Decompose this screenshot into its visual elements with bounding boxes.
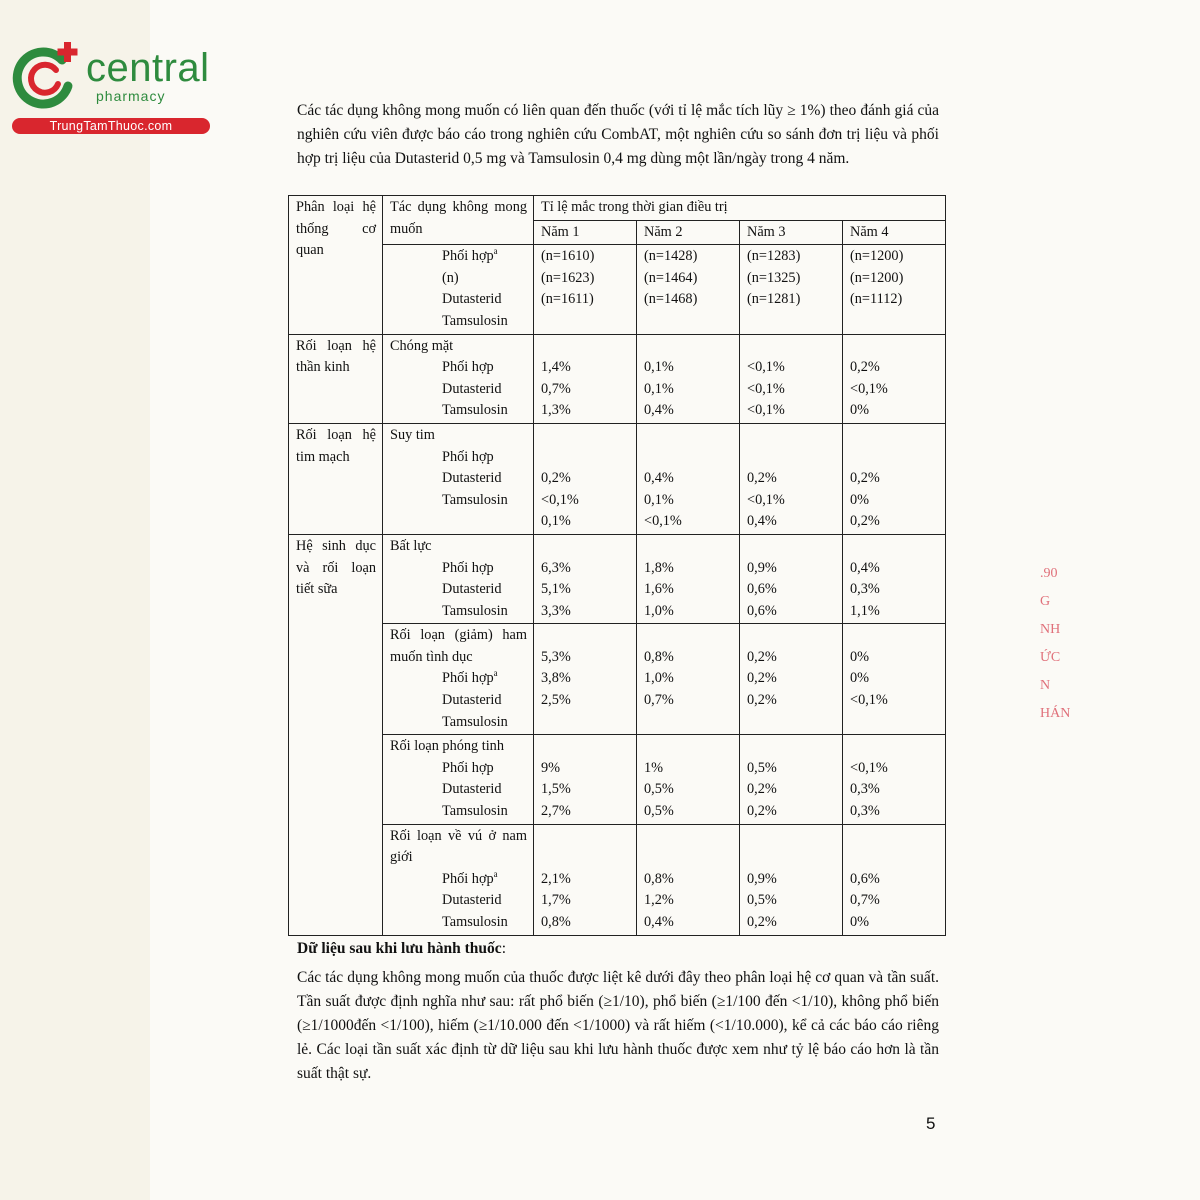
spacer (541, 536, 630, 558)
page-number: 5 (926, 1114, 936, 1133)
spacer (541, 425, 630, 447)
value: <0,1% (541, 491, 579, 508)
intro-paragraph: Các tác dụng không mong muốn có liên quan đến thuốc (với tỉ lệ mắc tích lũy ≥ 1%) theo đánh giá của nghiên cứu viên được báo cáo trong nghiên cứu CombAT, một nghiên cứu so sánh đơn trị liệu và phối hợp trị liệu của Dutasterid 0,5 mg và Tamsulosin 0,4 mg dùng một lần/ngày trong 4 năm. (297, 102, 939, 167)
effect-cell (383, 824, 534, 935)
post-marketing-paragraph: Các tác dụng không mong muốn của thuốc được liệt kê dưới đây theo phân loại hệ cơ quan và tần suất. Tần suất được định nghĩa như sau: rất phổ biến (≥1/10), phổ biến (≥1/100 đến <1/10), không phổ biến (≥1/1000đến <1/100), hiếm (≥1/10.000 đến <1/1000) và rất hiếm (<1/10.000), kể cả các báo cáo riêng lẻ. Các loại tần suất xác định từ dữ liệu sau khi lưu hành thuốc được xem như tỷ lệ báo cáo hơn là tần suất thật sự. (297, 969, 939, 1082)
value: 0% (850, 648, 870, 665)
stamp-text: N (1040, 678, 1051, 693)
effect-cell (383, 534, 534, 623)
arm-label: Dutasterid (442, 581, 502, 598)
value: 0,2% (541, 470, 571, 487)
central-pharmacy-logo-icon (10, 38, 88, 116)
arm-label: Dutasterid (442, 380, 502, 397)
effect-row (289, 824, 946, 935)
value: 0,2% (747, 692, 777, 709)
spacer (747, 736, 836, 758)
spacer (747, 536, 836, 558)
value-cell (740, 624, 843, 735)
value: 1,5% (541, 781, 571, 798)
value: 0,5% (644, 781, 674, 798)
value-cell (740, 534, 843, 623)
value: 0,9% (747, 559, 777, 576)
value: 0% (850, 402, 870, 419)
value: <0,1% (747, 491, 785, 508)
value-cell (740, 824, 843, 935)
n-label: (n) (442, 269, 459, 286)
value-cell (740, 423, 843, 534)
stamp-text: ỨC (1040, 650, 1061, 665)
value-cell (637, 624, 740, 735)
value-cell (843, 824, 946, 935)
n-row (289, 245, 946, 334)
spacer (644, 826, 733, 848)
n-value: (n=1112) (850, 291, 903, 308)
value-cell (843, 735, 946, 824)
arm-label: Phối hợp (442, 559, 494, 576)
spacer (747, 625, 836, 647)
post-marketing-title (297, 940, 506, 958)
value: 0,1% (644, 359, 674, 376)
arm-label: Tamsulosin (442, 602, 508, 619)
arm-label: Tamsulosin (442, 713, 508, 730)
spacer (850, 447, 939, 469)
post-marketing-title-text: Dữ liệu sau khi lưu hành thuốc (297, 940, 502, 957)
value: 0,4% (850, 559, 880, 576)
value: 1,4% (541, 359, 571, 376)
brand-subtitle: pharmacy (96, 88, 166, 104)
n-values (637, 245, 740, 334)
value: 0% (850, 670, 870, 687)
arm-label: Tamsulosin (442, 803, 508, 820)
value: 0,5% (747, 759, 777, 776)
value: <0,1% (747, 359, 785, 376)
arm-label: Tamsulosin (442, 402, 508, 419)
value: 0,2% (747, 781, 777, 798)
arm-label: Phối hợp$^a$ (442, 668, 498, 687)
value-cell (843, 624, 946, 735)
n-values (843, 245, 946, 334)
spacer (850, 336, 939, 358)
effect-name: Rối loạn về vú ở nam giới (390, 827, 527, 866)
spacer (850, 826, 939, 848)
value: 1,7% (541, 892, 571, 909)
brand-name: central (86, 46, 210, 90)
stamp-text: .90 (1040, 566, 1058, 581)
n-value: (n=1283) (747, 248, 801, 265)
effect-name: Bất lực (390, 537, 432, 554)
effect-cell (383, 423, 534, 534)
value: 0,5% (644, 803, 674, 820)
value: 0,2% (747, 470, 777, 487)
effect-row (289, 334, 946, 423)
header-rate: Tỉ lệ mắc trong thời gian điều trị (534, 196, 946, 221)
page-margin-strip (0, 0, 150, 1200)
value: 5,3% (541, 648, 571, 665)
n-value: (n=1200) (850, 248, 904, 265)
value: 0,2% (850, 359, 880, 376)
effect-row (289, 624, 946, 735)
spacer (644, 736, 733, 758)
value: 0,8% (644, 870, 674, 887)
effect-cell (383, 334, 534, 423)
value: 0,3% (850, 581, 880, 598)
year-header: Năm 4 (843, 220, 946, 245)
spacer (541, 826, 630, 848)
value: 1% (644, 759, 664, 776)
value-cell (637, 334, 740, 423)
arm-label: Phối hợp$^a$ (442, 868, 498, 887)
spacer (541, 625, 630, 647)
spacer (541, 336, 630, 358)
arm-label: Dutasterid (442, 781, 502, 798)
value: 0,1% (644, 491, 674, 508)
value: 3,8% (541, 670, 571, 687)
arm-label: Phối hợp (442, 759, 494, 776)
effect-row (289, 735, 946, 824)
n-value: (n=1428) (644, 248, 698, 265)
n-value: (n=1623) (541, 269, 595, 286)
effect-name: Rối loạn phóng tinh (390, 738, 504, 755)
header-system: Phân loại hệ thống cơ quan (289, 196, 383, 335)
red-stamp-fragment (1040, 560, 1070, 730)
stamp-text: HÁN (1040, 706, 1070, 721)
value: 0,2% (747, 803, 777, 820)
value: 3,3% (541, 602, 571, 619)
arm-label: Dutasterid (442, 291, 502, 308)
spacer (850, 847, 939, 869)
spacer (541, 447, 630, 469)
value-cell (637, 735, 740, 824)
value: 1,2% (644, 892, 674, 909)
value: 0,2% (747, 670, 777, 687)
spacer (644, 425, 733, 447)
spacer (850, 736, 939, 758)
value: 0% (850, 914, 870, 930)
value-cell (534, 534, 637, 623)
value: 0,5% (747, 892, 777, 909)
header-row (289, 196, 946, 221)
spacer (747, 425, 836, 447)
value: 0,4% (747, 513, 777, 530)
value: 1,0% (644, 670, 674, 687)
system-cell: Rối loạn hệ thần kinh (289, 334, 383, 423)
value: 2,5% (541, 692, 571, 709)
spacer (644, 536, 733, 558)
spacer (850, 425, 939, 447)
value: 1,3% (541, 402, 571, 419)
value: 0,8% (644, 648, 674, 665)
value: 0,4% (644, 402, 674, 419)
arm-label: Tamsulosin (442, 491, 508, 508)
value-cell (843, 534, 946, 623)
value: <0,1% (850, 759, 888, 776)
effect-name: Rối loạn (giảm) ham muốn tình dục (390, 627, 527, 665)
adverse-effects-table (288, 195, 946, 936)
value-cell (740, 735, 843, 824)
effect-name: Suy tim (390, 426, 435, 443)
spacer (644, 447, 733, 469)
spacer (850, 625, 939, 647)
spacer (747, 336, 836, 358)
value: 0,9% (747, 870, 777, 887)
brand-logo[interactable] (10, 38, 220, 138)
n-value: (n=1325) (747, 269, 801, 286)
value: 1,1% (850, 602, 880, 619)
value-cell (534, 423, 637, 534)
n-values (534, 245, 637, 334)
value-cell (740, 334, 843, 423)
value: 0,2% (747, 914, 777, 930)
value-cell (534, 334, 637, 423)
arm-label: Dutasterid (442, 692, 502, 709)
spacer (747, 447, 836, 469)
spacer (644, 625, 733, 647)
value: 2,1% (541, 870, 571, 887)
value: 0,2% (850, 470, 880, 487)
arm-label: Phối hợp (442, 359, 494, 376)
system-cell: Hệ sinh dục và rối loạn tiết sữa (289, 534, 383, 935)
stamp-text: G (1040, 594, 1051, 609)
value-cell (637, 534, 740, 623)
system-cell: Rối loạn hệ tim mạch (289, 423, 383, 534)
value: <0,1% (644, 513, 682, 530)
post-marketing-title-colon: : (501, 940, 506, 957)
value-cell (637, 423, 740, 534)
value: 1,8% (644, 559, 674, 576)
value: 0,6% (747, 602, 777, 619)
value: 0,3% (850, 803, 880, 820)
value-cell (534, 824, 637, 935)
footnote-marker: a (493, 668, 498, 679)
effect-row (289, 423, 946, 534)
n-value: (n=1281) (747, 291, 801, 308)
value-cell (534, 735, 637, 824)
effect-row (289, 534, 946, 623)
value: 0,8% (541, 914, 571, 930)
effect-cell (383, 735, 534, 824)
value: 0,2% (747, 648, 777, 665)
n-values (740, 245, 843, 334)
value-cell (843, 334, 946, 423)
value: 0,6% (747, 581, 777, 598)
spacer (541, 847, 630, 869)
value: 6,3% (541, 559, 571, 576)
spacer (541, 736, 630, 758)
value: 0,4% (644, 914, 674, 930)
n-value: (n=1610) (541, 248, 595, 265)
n-value: (n=1468) (644, 291, 698, 308)
arm-label: Phối hợp (442, 448, 494, 465)
value: 2,7% (541, 803, 571, 820)
value: <0,1% (850, 692, 888, 709)
spacer (644, 847, 733, 869)
value: 0,3% (850, 781, 880, 798)
spacer (850, 536, 939, 558)
arm-label: Tamsulosin (442, 312, 508, 329)
header-effect: Tác dụng không mong muốn (383, 196, 534, 245)
value-cell (843, 423, 946, 534)
value: 0,4% (644, 470, 674, 487)
year-header: Năm 1 (534, 220, 637, 245)
n-value: (n=1611) (541, 291, 594, 308)
value: <0,1% (850, 380, 888, 397)
value: 5,1% (541, 581, 571, 598)
n-value: (n=1464) (644, 269, 698, 286)
value: 0,1% (644, 380, 674, 397)
value: 1,0% (644, 602, 674, 619)
value: 9% (541, 759, 561, 776)
effect-name: Chóng mặt (390, 337, 454, 354)
value: 0,6% (850, 870, 880, 887)
value-cell (534, 624, 637, 735)
year-header: Năm 2 (637, 220, 740, 245)
value: 0% (850, 491, 870, 508)
footnote-marker: a (493, 868, 498, 879)
value: <0,1% (747, 380, 785, 397)
year-header: Năm 3 (740, 220, 843, 245)
footnote-marker: a (493, 246, 498, 257)
spacer (747, 847, 836, 869)
value: 0,1% (541, 513, 571, 530)
n-value: (n=1200) (850, 269, 904, 286)
arm-label: Phối hợp$^a$ (442, 246, 498, 265)
value: 1,6% (644, 581, 674, 598)
value: 0,7% (644, 692, 674, 709)
arm-label: Dutasterid (442, 892, 502, 909)
spacer (644, 336, 733, 358)
brand-url[interactable]: TrungTamThuoc.com (12, 118, 210, 134)
value: 0,7% (541, 380, 571, 397)
value: 0,2% (850, 513, 880, 530)
effect-cell (383, 624, 534, 735)
arm-label: Tamsulosin (442, 914, 508, 930)
value-cell (637, 824, 740, 935)
spacer (747, 826, 836, 848)
stamp-text: NH (1040, 622, 1061, 637)
value: <0,1% (747, 402, 785, 419)
value: 0,7% (850, 892, 880, 909)
n-labels (383, 245, 534, 334)
arm-label: Dutasterid (442, 470, 502, 487)
